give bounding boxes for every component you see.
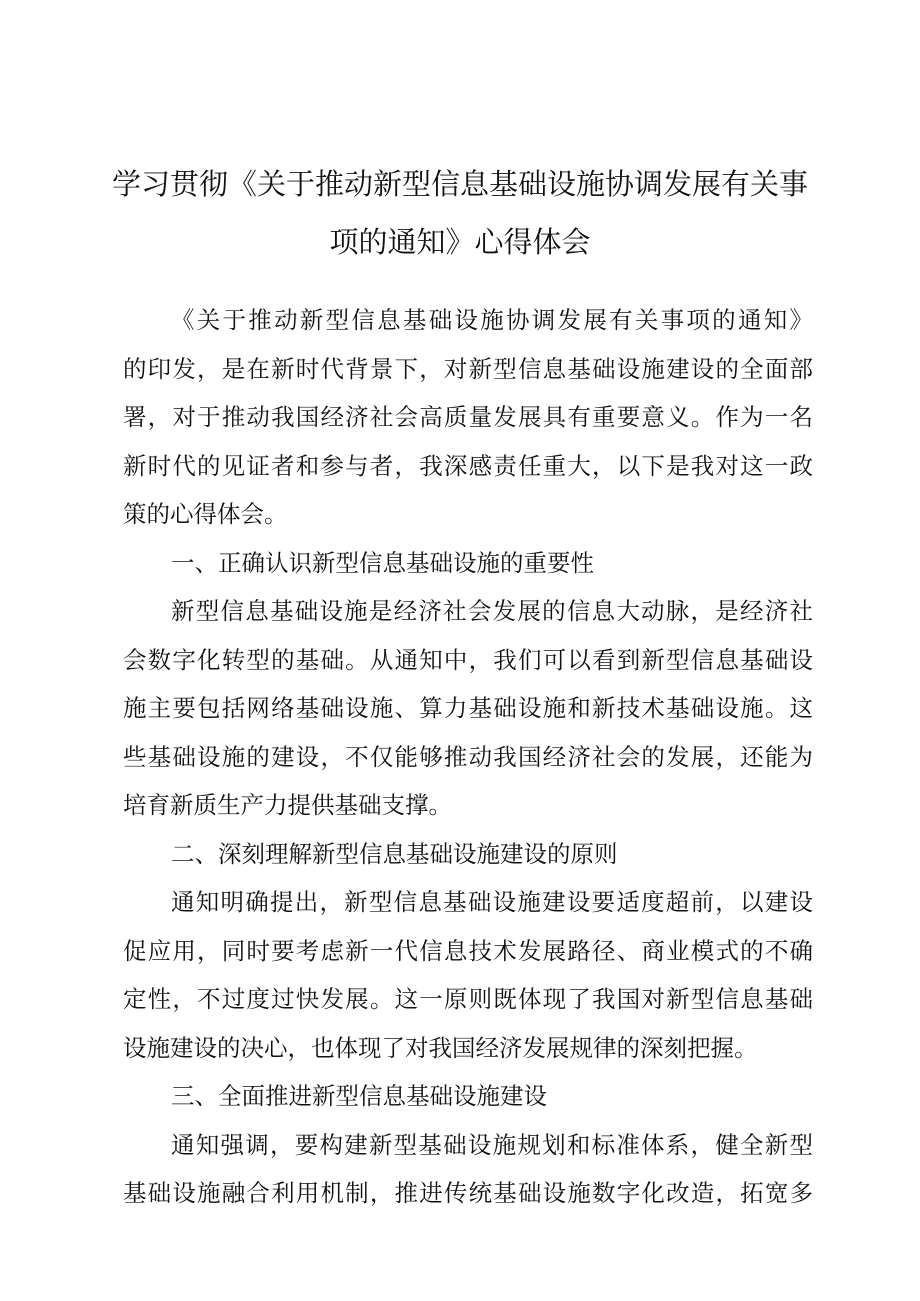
- section-heading-1: 一、正确认识新型信息基础设施的重要性: [171, 548, 594, 577]
- text-line: 新时代的见证者和参与者，我深感责任重大，以下是我对这一政: [123, 451, 813, 480]
- text-line: 促应用，同时要考虑新一代信息技术发展路径、商业模式的不确: [123, 936, 813, 965]
- text-line: 策的心得体会。: [123, 500, 288, 528]
- paragraph-intro: [123, 296, 813, 539]
- text-line: 培育新质生产力提供基础支撑。: [123, 791, 452, 819]
- paragraph-section-3: [123, 1121, 813, 1218]
- title-line-1: 学习贯彻《关于推动新型信息基础设施协调发展有关事: [111, 167, 808, 201]
- title-line-2: 项的通知》心得体会: [329, 225, 591, 259]
- text-line: 会数字化转型的基础。从通知中，我们可以看到新型信息基础设: [123, 645, 813, 674]
- text-line: 设施建设的决心，也体现了对我国经济发展规律的深刻把握。: [123, 1033, 758, 1062]
- text-line: 些基础设施的建设，不仅能够推动我国经济社会的发展，还能为: [123, 742, 813, 771]
- document-body: [123, 296, 813, 1218]
- paragraph-section-1: [123, 587, 813, 830]
- text-line: 通知强调，要构建新型基础设施规划和标准体系，健全新型: [171, 1130, 813, 1159]
- text-line: 基础设施融合利用机制，推进传统基础设施数字化改造，拓宽多: [123, 1179, 813, 1207]
- text-line: 署，对于推动我国经济社会高质量发展具有重要意义。作为一名: [123, 403, 813, 431]
- text-line: 定性，不过度过快发展。这一原则既体现了我国对新型信息基础: [123, 985, 813, 1013]
- text-line: 施主要包括网络基础设施、算力基础设施和新技术基础设施。这: [123, 694, 813, 722]
- text-line: 通知明确提出，新型信息基础设施建设要适度超前，以建设: [171, 888, 813, 916]
- text-line: 《关于推动新型信息基础设施协调发展有关事项的通知》: [171, 306, 813, 334]
- section-heading-3: 三、全面推进新型信息基础设施建设: [171, 1082, 547, 1110]
- text-line: 的印发，是在新时代背景下，对新型信息基础设施建设的全面部: [123, 354, 813, 383]
- section-heading-2: 二、深刻理解新型信息基础设施建设的原则: [171, 839, 618, 868]
- document-title: [110, 155, 810, 271]
- paragraph-section-2: [123, 878, 813, 1072]
- text-line: 新型信息基础设施是经济社会发展的信息大动脉，是经济社: [171, 597, 813, 625]
